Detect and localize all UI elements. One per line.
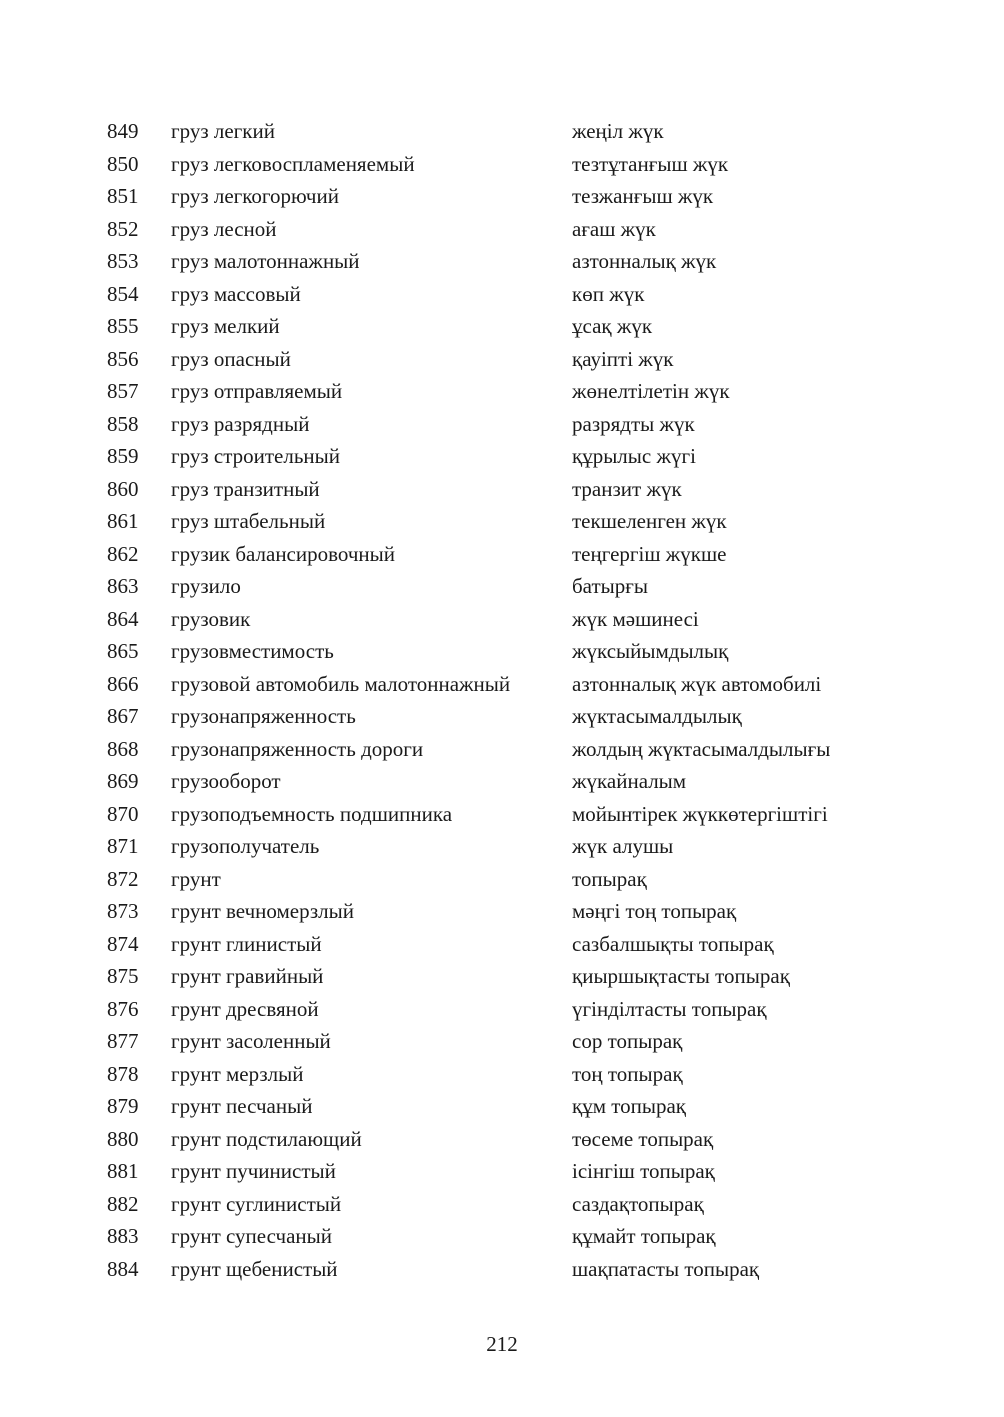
glossary-entry — [0, 281, 1004, 308]
entry-number: 884 — [107, 1256, 139, 1281]
russian-term: грунт песчаный — [171, 1094, 313, 1118]
entry-number: 876 — [107, 996, 139, 1021]
kazakh-term: шақпатасты топырақ — [572, 1256, 760, 1281]
kazakh-term: сазбалшықты топырақ — [572, 931, 774, 956]
entry-number: 869 — [107, 769, 139, 793]
entry-number: 858 — [107, 411, 139, 436]
kazakh-term: транзит жүк — [572, 476, 682, 501]
entry-number: 879 — [107, 1094, 139, 1118]
glossary-entry — [0, 573, 1004, 600]
glossary-entry — [0, 931, 1004, 958]
entry-number: 863 — [107, 574, 139, 598]
glossary-entry — [0, 313, 1004, 340]
glossary-entry — [0, 736, 1004, 763]
page-number: 212 — [486, 1332, 518, 1356]
entry-number: 853 — [107, 249, 139, 273]
kazakh-term: сор топырақ — [572, 1029, 683, 1053]
kazakh-term: батырғы — [572, 574, 648, 598]
kazakh-term: құрылыс жүгі — [572, 444, 696, 468]
glossary-entry — [0, 866, 1004, 893]
entry-number: 871 — [107, 834, 139, 858]
russian-term: грунт глинистый — [171, 931, 322, 956]
kazakh-term: мойынтірек жүккөтергіштігі — [572, 801, 828, 826]
entry-number: 880 — [107, 1126, 139, 1151]
entry-number: 854 — [107, 281, 139, 306]
glossary-entry — [0, 216, 1004, 243]
kazakh-term: көп жүк — [572, 281, 645, 306]
russian-term: грунт — [171, 866, 221, 891]
entry-number: 862 — [107, 541, 139, 566]
entry-number: 867 — [107, 704, 139, 728]
russian-term: грузик балансировочный — [171, 541, 395, 566]
entry-number: 873 — [107, 899, 139, 923]
russian-term: грунт вечномерзлый — [171, 899, 354, 923]
russian-term: грузополучатель — [171, 834, 320, 858]
entry-number: 864 — [107, 606, 139, 631]
kazakh-term: жолдың жүктасымалдылығы — [572, 736, 831, 761]
entry-number: 856 — [107, 346, 139, 371]
glossary-entry — [0, 606, 1004, 633]
russian-term: груз лесной — [171, 216, 277, 241]
russian-term: груз отправляемый — [171, 379, 343, 403]
entry-number: 857 — [107, 379, 139, 403]
entry-number: 866 — [107, 671, 139, 696]
glossary-entry — [0, 151, 1004, 178]
kazakh-term: төсеме топырақ — [572, 1126, 714, 1151]
russian-term: грузило — [171, 574, 241, 598]
glossary-entry — [0, 996, 1004, 1023]
entry-number: 881 — [107, 1159, 139, 1183]
kazakh-term: жүк мәшинесі — [572, 606, 699, 631]
glossary-entry — [0, 411, 1004, 438]
russian-term: груз строительный — [171, 444, 341, 468]
russian-term: грунт гравийный — [171, 964, 324, 988]
glossary-entry — [0, 443, 1004, 470]
kazakh-term: қиыршықтасты топырақ — [572, 964, 790, 988]
glossary-entry — [0, 508, 1004, 535]
kazakh-term: тезтұтанғыш жүк — [572, 151, 729, 176]
kazakh-term: жүктасымалдылық — [572, 704, 742, 728]
glossary-entry — [0, 1223, 1004, 1250]
glossary-entry — [0, 833, 1004, 860]
kazakh-term: ұсақ жүк — [572, 314, 653, 338]
russian-term: грузоподъемность подшипника — [171, 801, 453, 826]
glossary-entry — [0, 118, 1004, 145]
russian-term: грузонапряженность дороги — [171, 736, 424, 761]
kazakh-term: жүксыйымдылық — [572, 639, 729, 663]
russian-term: грузовместимость — [171, 639, 334, 663]
russian-term: грунт пучинистый — [171, 1159, 336, 1183]
glossary-entry — [0, 1158, 1004, 1185]
kazakh-term: үгінділтасты топырақ — [572, 996, 767, 1021]
entry-number: 850 — [107, 151, 139, 176]
kazakh-term: разрядты жүк — [572, 411, 695, 436]
russian-term: груз штабельный — [171, 509, 326, 533]
entry-number: 865 — [107, 639, 139, 663]
russian-term: грунт щебенистый — [171, 1256, 338, 1281]
glossary-entry — [0, 1191, 1004, 1218]
glossary-entry — [0, 248, 1004, 275]
russian-term: грунт суглинистый — [171, 1191, 342, 1216]
kazakh-term: текшеленген жүк — [572, 509, 727, 533]
glossary-entry — [0, 801, 1004, 828]
entry-number: 849 — [107, 119, 139, 143]
glossary-entry — [0, 703, 1004, 730]
russian-term: грунт засоленный — [171, 1029, 331, 1053]
russian-term: грунт супесчаный — [171, 1224, 332, 1248]
russian-term: груз массовый — [171, 281, 301, 306]
kazakh-term: ағаш жүк — [572, 216, 656, 241]
glossary-entry — [0, 346, 1004, 373]
kazakh-term: жүк алушы — [572, 834, 674, 858]
glossary-entry — [0, 638, 1004, 665]
russian-term: грузовик — [171, 606, 251, 631]
glossary-entry — [0, 768, 1004, 795]
kazakh-term: тоң топырақ — [572, 1061, 683, 1086]
entry-number: 878 — [107, 1061, 139, 1086]
kazakh-term: жөнелтілетін жүк — [572, 379, 730, 403]
kazakh-term: қауіпті жүк — [572, 346, 674, 371]
kazakh-term: топырақ — [572, 866, 647, 891]
kazakh-term: тезжанғыш жүк — [572, 184, 714, 208]
russian-term: груз транзитный — [171, 476, 320, 501]
russian-term: груз легковоспламеняемый — [171, 151, 415, 176]
russian-term: грузонапряженность — [171, 704, 356, 728]
russian-term: груз легкогорючий — [171, 184, 339, 208]
kazakh-term: құмайт топырақ — [572, 1224, 716, 1248]
russian-term: грузовой автомобиль малотоннажный — [171, 671, 511, 696]
kazakh-term: азтонналық жүк — [572, 249, 717, 273]
glossary-entry — [0, 671, 1004, 698]
entry-number: 868 — [107, 736, 139, 761]
russian-term: грунт подстилающий — [171, 1126, 362, 1151]
kazakh-term: жүкайналым — [572, 769, 687, 793]
entry-number: 875 — [107, 964, 139, 988]
kazakh-term: саздақтопырақ — [572, 1191, 704, 1216]
russian-term: груз разрядный — [171, 411, 310, 436]
russian-term: груз мелкий — [171, 314, 280, 338]
entry-number: 870 — [107, 801, 139, 826]
entry-number: 861 — [107, 509, 139, 533]
russian-term: груз опасный — [171, 346, 291, 371]
glossary-entry — [0, 1126, 1004, 1153]
kazakh-term: мәңгі тоң топырақ — [572, 899, 737, 923]
russian-term: груз легкий — [171, 119, 275, 143]
glossary-entry — [0, 183, 1004, 210]
kazakh-term: азтонналық жүк автомобилі — [572, 671, 822, 696]
entry-number: 852 — [107, 216, 139, 241]
glossary-entries — [0, 118, 1004, 1288]
entry-number: 882 — [107, 1191, 139, 1216]
entry-number: 877 — [107, 1029, 139, 1053]
glossary-entry — [0, 963, 1004, 990]
glossary-entry — [0, 1093, 1004, 1120]
entry-number: 859 — [107, 444, 139, 468]
russian-term: грузооборот — [171, 769, 281, 793]
glossary-entry — [0, 1061, 1004, 1088]
glossary-entry — [0, 1256, 1004, 1283]
entry-number: 872 — [107, 866, 139, 891]
kazakh-term: жеңіл жүк — [572, 119, 664, 143]
entry-number: 851 — [107, 184, 139, 208]
glossary-entry — [0, 378, 1004, 405]
entry-number: 860 — [107, 476, 139, 501]
kazakh-term: құм топырақ — [572, 1094, 687, 1118]
russian-term: грунт мерзлый — [171, 1061, 304, 1086]
russian-term: грунт дресвяной — [171, 996, 319, 1021]
entry-number: 883 — [107, 1224, 139, 1248]
glossary-entry — [0, 898, 1004, 925]
entry-number: 855 — [107, 314, 139, 338]
glossary-entry — [0, 476, 1004, 503]
entry-number: 874 — [107, 931, 139, 956]
kazakh-term: ісінгіш топырақ — [572, 1159, 715, 1183]
kazakh-term: теңгергіш жүкше — [572, 541, 727, 566]
glossary-entry — [0, 1028, 1004, 1055]
russian-term: груз малотоннажный — [171, 249, 360, 273]
glossary-entry — [0, 541, 1004, 568]
